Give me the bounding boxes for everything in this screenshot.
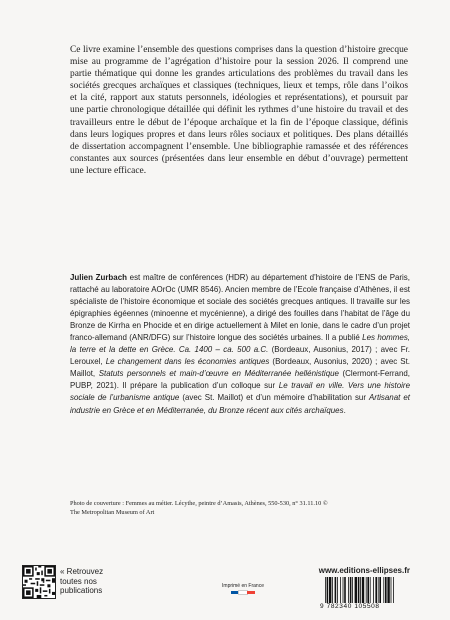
imprime-text: Imprimé en France bbox=[222, 583, 264, 589]
publications-link[interactable] bbox=[60, 567, 103, 596]
french-flag-icon bbox=[218, 591, 268, 594]
book-title-2: Le changement dans les économies antiques bbox=[105, 357, 270, 367]
barcode-bar bbox=[393, 577, 394, 603]
barcode-bar bbox=[387, 577, 389, 603]
barcode-bar bbox=[355, 577, 357, 603]
barcode-bar bbox=[327, 577, 329, 603]
publisher-website-link[interactable]: www.editions-ellipses.fr bbox=[318, 566, 410, 575]
qr-code-icon bbox=[23, 566, 55, 598]
barcode-bar bbox=[332, 577, 333, 603]
flag-stripe-red bbox=[247, 591, 255, 594]
book-title-4: Le travail en ville. Vers une histoire sociale de l’urbanisme antique bbox=[70, 381, 410, 403]
barcode-bar bbox=[362, 577, 364, 603]
bio-text-3: (Bordeaux, Ausonius, 2020) ; avec St. Maillot, bbox=[70, 357, 411, 379]
barcode-bar bbox=[352, 577, 353, 603]
bio-text-1: est maître de conférences (HDR) au département d’histoire de l’ENS de Paris, rattaché au laboratoire AOrOc (UMR 8546). Ancien membre de l’Ecole française d’Athènes, il est spécialiste de l’histoire économique et sociale des sociétés grecques antiques. Il travaille sur les épigraphies égéennes (minoenne et mycénienne), a dirigé des fouilles dans l’habitat de l’âge du Bronze de Kirrha en Phocide et en dirige actuellement à Milet en Ionie, dans le cadre d’un projet franco-allemand (ANR/DFG) sur l’histoire longue des sociétés urbaines. Il a publié bbox=[70, 273, 410, 343]
author-bio bbox=[70, 272, 410, 417]
barcode-bar bbox=[348, 577, 349, 603]
flag-stripe-white bbox=[239, 591, 247, 594]
barcode-bar bbox=[337, 577, 338, 603]
bio-text-6: . bbox=[343, 405, 346, 415]
barcode-bar bbox=[358, 577, 360, 603]
book-title-3: Statuts personnels et main-d’œuvre en Méditerranée hellénistique bbox=[98, 369, 339, 379]
barcode-bar bbox=[343, 577, 344, 603]
barcode-bar bbox=[367, 577, 369, 603]
book-title-1: Les hommes, la terre et la dette en Grèce. Ca. 1400 – ca. 500 a.C. bbox=[70, 333, 410, 355]
barcode-bar bbox=[335, 577, 337, 603]
book-title-5: Artisanat et industrie en Grèce et en Méditerranée, du Bronze récent aux cités archaïques bbox=[70, 393, 410, 415]
barcode-bar bbox=[370, 577, 371, 603]
back-cover-blurb bbox=[70, 44, 408, 177]
barcode-bar bbox=[378, 577, 379, 603]
blurb-paragraph: Ce livre examine l’ensemble des questions comprises dans la question d’histoire grecque mise au programme de l’agrégation d’histoire pour la session 2026. Il comprend une partie thématique qui donne les grandes articulations des problèmes du travail dans les sociétés grecques archaïques et classiques (techniques, lieux et temps, rôle dans l’oikos et la cité, rapport aux statuts personnels, idéologies et représentations), et poursuit par une partie chronologique détaillée qui définit les rythmes d’une histoire du travail et des travailleurs entre le début de l’époque archaïque et la fin de l’époque classique, définis dans leurs logiques propres et dans leurs rôles sociaux et politiques. Des plans détaillés de dissertation accompagnent l’ensemble. Une bibliographie ramassée et des références constantes aux sources (présentées dans leur ensemble en début d’ouvrage) permettent une lecture efficace. bbox=[70, 45, 408, 176]
retrouvez-line-1: « Retrouvez bbox=[60, 567, 104, 576]
qr-code[interactable] bbox=[22, 565, 56, 599]
barcode-bar bbox=[375, 577, 377, 603]
isbn-number: 9 782340 105508 bbox=[320, 603, 380, 610]
barcode-bar bbox=[350, 577, 352, 603]
barcode-bar bbox=[379, 577, 381, 603]
bio-text-5: (avec St. Maillot) et d’un mémoire d’habilitation sur bbox=[179, 393, 370, 403]
barcode-bar bbox=[340, 577, 341, 603]
barcode-bar bbox=[383, 577, 384, 603]
flag-stripe-blue bbox=[231, 591, 239, 594]
barcode-icon bbox=[324, 577, 420, 603]
barcode-bar bbox=[391, 577, 392, 603]
retrouvez-line-2: toutes nos bbox=[60, 576, 97, 586]
barcode-bar bbox=[344, 577, 346, 603]
bio-text-2: (Bordeaux, Ausonius, 2017) ; avec Fr. Lerouxel, bbox=[70, 345, 410, 367]
author-name: Julien Zurbach bbox=[70, 273, 127, 282]
barcode-bar bbox=[373, 577, 374, 603]
author-bio-paragraph bbox=[70, 272, 410, 417]
barcode-bar bbox=[366, 577, 367, 603]
credit-line-2: The Metropolitan Museum of Art bbox=[70, 508, 155, 516]
barcode-bar bbox=[360, 577, 361, 603]
barcode-bar bbox=[325, 577, 326, 603]
cover-photo-credit bbox=[70, 500, 410, 517]
retrouvez-line-3: publications bbox=[60, 586, 103, 596]
bio-text-4: (Clermont-Ferrand, PUBP, 2021). Il prépare la publication d’un colloque sur bbox=[70, 369, 411, 391]
barcode-bar bbox=[329, 577, 331, 603]
printed-in-france-mark bbox=[218, 583, 268, 594]
credit-line-1: Photo de couverture : Femmes au métier. Lécythe, peintre d’Amasis, Athènes, 550-530, n° 31.11.10 © bbox=[70, 500, 328, 507]
barcode-bar bbox=[385, 577, 387, 603]
